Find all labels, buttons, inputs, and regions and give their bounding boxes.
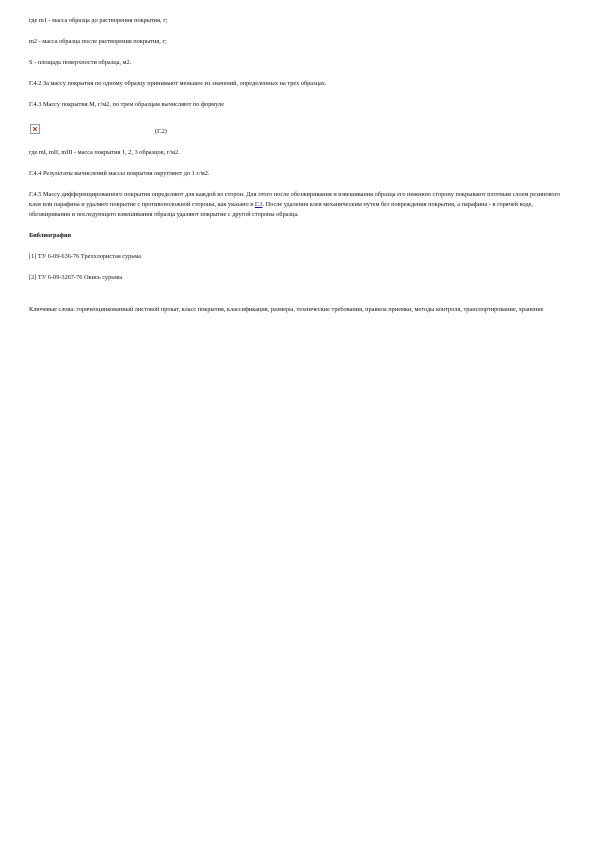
definition-s: S - площадь поверхности образца, м2. [29, 59, 132, 66]
definition-mi: где mI, mII, mIII - масса покрытия 1, 2, 3 образцов, г/м2. [29, 149, 180, 156]
bibliography-heading: Библиография [29, 232, 71, 239]
paragraph-g43: Г.4.3 Массу покрытия М, г/м2, по трем образцам вычисляют по формуле [29, 101, 225, 108]
keywords: Ключевые слова: горячеоцинкованный листовой прокат, класс покрытия, классификация, размеры, технические требования, правила приемки, методы контроля, транспортирование, хранение [29, 306, 544, 313]
bibliography-item-2: [2] ТУ 6-09-3267-76 Окись сурьмы [29, 274, 123, 281]
broken-image-icon [30, 124, 40, 134]
section-g3-link[interactable]: Г.3 [254, 201, 263, 208]
paragraph-g42: Г.4.2 За массу покрытия по одному образцу принимают меньшее из значений, определенных на трех образцах. [29, 80, 327, 87]
paragraph-g44: Г.4.4 Результаты вычислений массы покрытия округляют до 1 г/м2. [29, 170, 210, 177]
paragraph-g45 [29, 190, 562, 220]
paragraph-g45-text-1: Г.4.5 Массу дифференцированного покрытия определяют для каждой из сторон. Для этого после обезжиривания и взвешивания образца его нижнюю сторону покрывают плотным слоем резинового клея или парафина и удаляют покрытие с противоположной стороны, как указано в [29, 191, 561, 208]
paragraph-g45-text-2: . После удаления клея механическим путем без повреждения покрытия, а парафина - в горячей воде, обезжиривания и последующего взвешивания образца удаляют покрытие с другой стороны образца. [29, 201, 534, 218]
document-page [29, 16, 562, 315]
definition-m2: m2 - масса образца после растворения покрытия, г; [29, 38, 167, 45]
definition-m1: где m1 - масса образца до растворения покрытия, г; [29, 17, 168, 24]
formula-row [29, 121, 562, 137]
formula-number: (Г.2) [155, 128, 167, 135]
bibliography-item-1: [1] ТУ 6-09-636-76 Треххлористая сурьма [29, 253, 141, 260]
